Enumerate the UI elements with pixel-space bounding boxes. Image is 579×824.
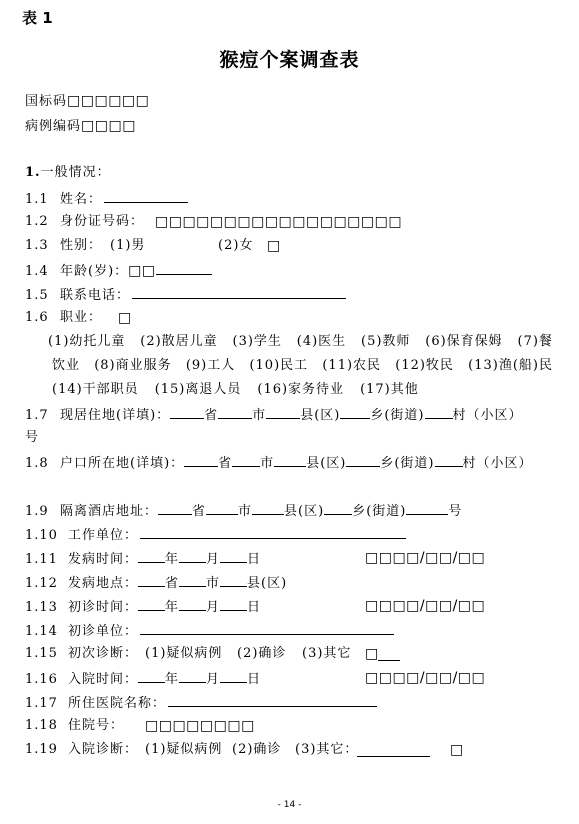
date-unit: 日 [247, 672, 262, 687]
date-code-boxes: □□□□/□□/□□ [365, 670, 486, 686]
field-label: 初诊单位： [68, 624, 139, 639]
item-number: 1.5 [25, 288, 49, 303]
fill-in-line [132, 286, 346, 299]
field-age [25, 262, 212, 278]
field-label: 入院诊断： [68, 742, 139, 757]
field-inpatient-number [25, 718, 285, 734]
field-label: 身份证号码： [60, 214, 145, 229]
section-number: 1. [25, 165, 41, 180]
case-code-label: 病例编码 [25, 119, 82, 134]
item-number: 1.10 [25, 528, 58, 543]
diagnosis-option-suspected: (1)疑似病例 [145, 646, 223, 661]
field-label: 职业： [60, 310, 103, 325]
address-unit-number: 号 [25, 430, 40, 445]
diagnosis-option-other: (3)其它： [295, 742, 359, 757]
address-unit: 市 [238, 504, 253, 519]
field-name [25, 190, 188, 206]
date-unit: 年 [165, 600, 180, 615]
table-label: 表 1 [22, 9, 53, 27]
fill-in-line [168, 694, 377, 707]
field-label: 年龄(岁)： [60, 264, 129, 279]
item-number: 1.13 [25, 600, 58, 615]
occupation-option: (17)其他 [360, 382, 419, 397]
fill-in-line [206, 502, 238, 515]
item-number: 1.4 [25, 264, 49, 279]
fill-in-line [140, 526, 406, 539]
occupation-option: (1)幼托儿童 [48, 334, 126, 349]
fill-in-line [220, 550, 247, 563]
item-number: 1.6 [25, 310, 49, 325]
sex-answer-box: □ [267, 238, 281, 254]
address-unit: 省 [165, 576, 180, 591]
fill-in-line [324, 502, 352, 515]
fill-in-line [435, 454, 463, 467]
case-code-boxes: □□□□ [81, 118, 136, 134]
date-unit: 年 [165, 552, 180, 567]
field-label: 初次诊断： [68, 646, 139, 661]
occupation-option: (6)保育保姆 [425, 334, 503, 349]
sex-option-female: (2)女 [218, 238, 254, 253]
field-label: 现居住地(详填)： [60, 408, 171, 423]
field-registered-address [25, 454, 533, 470]
field-phone [25, 286, 346, 302]
field-current-address [25, 406, 523, 422]
field-first-visit-unit [25, 622, 394, 638]
address-unit: 省 [204, 408, 219, 423]
fill-in-line [357, 744, 430, 757]
item-number: 1.1 [25, 192, 49, 207]
date-unit: 月 [206, 552, 221, 567]
occupation-option: (7)餐 [517, 334, 553, 349]
field-workplace [25, 526, 406, 542]
address-wrap-line [25, 430, 39, 446]
fill-in-line [346, 454, 380, 467]
field-label: 隔离酒店地址： [60, 504, 159, 519]
address-unit: 号 [448, 504, 463, 519]
field-label: 性别： [60, 238, 103, 253]
field-label: 所住医院名称： [68, 696, 167, 711]
occupation-option: (3)学生 [232, 334, 282, 349]
fill-in-line [252, 502, 284, 515]
occupation-option: (2)散居儿童 [140, 334, 218, 349]
field-label: 发病时间： [68, 552, 139, 567]
section-heading [25, 165, 111, 181]
fill-in-line [218, 406, 252, 419]
address-unit: 省 [218, 456, 233, 471]
field-label: 初诊时间： [68, 600, 139, 615]
field-label: 工作单位： [68, 528, 139, 543]
occupation-option: (15)离退人员 [154, 382, 242, 397]
diagnosis-option-confirmed: (2)确诊 [232, 742, 282, 757]
fill-in-line [220, 598, 247, 611]
occupation-option: (5)教师 [361, 334, 411, 349]
item-number: 1.8 [25, 456, 49, 471]
inpatient-number-boxes: □□□□□□□□ [145, 718, 255, 734]
item-number: 1.7 [25, 408, 49, 423]
occupation-options-line-3 [52, 382, 419, 398]
fill-in-line [179, 598, 206, 611]
date-code-boxes: □□□□/□□/□□ [365, 550, 486, 566]
field-label: 联系电话： [60, 288, 131, 303]
field-initial-diagnosis [25, 646, 425, 662]
item-number: 1.2 [25, 214, 49, 229]
field-onset-date [25, 550, 525, 566]
fill-in-line [406, 502, 448, 515]
fill-in-line [220, 670, 247, 683]
fill-in-line [140, 622, 394, 635]
field-label: 入院时间： [68, 672, 139, 687]
occupation-option: (14)干部职员 [52, 382, 139, 397]
case-code-row [25, 118, 136, 134]
date-unit: 日 [247, 600, 262, 615]
date-unit: 日 [247, 552, 262, 567]
field-first-visit-date [25, 598, 525, 614]
section-title: 一般情况： [40, 165, 111, 180]
fill-in-line [378, 648, 400, 661]
occupation-option: (12)牧民 [395, 358, 454, 373]
fill-in-line [232, 454, 260, 467]
diagnosis-option-other: (3)其它 [302, 646, 352, 661]
address-unit: 县(区) [306, 456, 347, 471]
national-code-row [25, 93, 149, 109]
address-unit: 市 [206, 576, 221, 591]
field-sex [25, 238, 325, 254]
occupation-option: (10)民工 [249, 358, 309, 373]
item-number: 1.12 [25, 576, 58, 591]
date-code-boxes: □□□□/□□/□□ [365, 598, 486, 614]
occupation-option: (8)商业服务 [94, 358, 172, 373]
field-hospital-name [25, 694, 377, 710]
field-admission-diagnosis [25, 742, 475, 758]
fill-in-line [179, 550, 206, 563]
fill-in-line [184, 454, 218, 467]
occupation-option: (9)工人 [185, 358, 236, 373]
address-unit: 村（小区） [462, 456, 533, 471]
address-unit: 村（小区） [452, 408, 523, 423]
id-number-boxes: □□□□□□□□□□□□□□□□□□ [155, 214, 403, 230]
item-number: 1.14 [25, 624, 58, 639]
fill-in-line [138, 574, 165, 587]
field-onset-location [25, 574, 287, 590]
occupation-option: (4)医生 [296, 334, 347, 349]
address-unit: 县(区) [247, 576, 288, 591]
item-number: 1.9 [25, 504, 49, 519]
fill-in-line [104, 190, 188, 203]
occupation-option: (13)渔(船)民 [468, 358, 553, 373]
fill-in-line [340, 406, 370, 419]
field-label: 住院号： [68, 718, 125, 733]
address-unit: 乡(街道) [380, 456, 435, 471]
address-unit: 县(区) [284, 504, 325, 519]
fill-in-line [138, 670, 165, 683]
address-unit: 乡(街道) [352, 504, 407, 519]
address-unit: 市 [252, 408, 267, 423]
item-number: 1.19 [25, 742, 58, 757]
address-unit: 市 [260, 456, 275, 471]
item-number: 1.16 [25, 672, 58, 687]
fill-in-line [425, 406, 453, 419]
field-label: 姓名： [60, 192, 103, 207]
date-unit: 年 [165, 672, 180, 687]
occupation-options-line-2 [52, 358, 553, 374]
field-id-number [25, 214, 403, 230]
fill-in-line [138, 598, 165, 611]
fill-in-line [179, 574, 206, 587]
age-boxes: □□ [128, 263, 156, 279]
occupation-option: 饮业 [52, 358, 81, 373]
diagnosis-option-suspected: (1)疑似病例 [145, 742, 223, 757]
field-occupation [25, 310, 145, 326]
item-number: 1.15 [25, 646, 58, 661]
national-code-label: 国标码 [25, 94, 68, 109]
page-number: - 14 - [277, 800, 302, 810]
fill-in-line [156, 262, 212, 275]
field-label: 发病地点： [68, 576, 139, 591]
occupation-answer-box: □ [118, 310, 132, 326]
diagnosis-answer-box: □ [450, 742, 464, 758]
fill-in-line [158, 502, 192, 515]
fill-in-line [170, 406, 204, 419]
address-unit: 县(区) [300, 408, 341, 423]
form-title: 猴痘个案调查表 [219, 49, 360, 71]
diagnosis-option-confirmed: (2)确诊 [237, 646, 287, 661]
occupation-option: (16)家务待业 [257, 382, 345, 397]
address-unit: 省 [192, 504, 207, 519]
date-unit: 月 [206, 600, 221, 615]
occupation-option: (11)农民 [322, 358, 382, 373]
occupation-options-line-1 [48, 334, 553, 350]
fill-in-line [179, 670, 206, 683]
national-code-boxes: □□□□□□ [67, 93, 150, 109]
field-quarantine-hotel-address [25, 502, 462, 518]
diagnosis-answer-box: □ [365, 646, 379, 662]
item-number: 1.17 [25, 696, 58, 711]
address-unit: 乡(街道) [370, 408, 425, 423]
date-unit: 月 [206, 672, 221, 687]
sex-option-male: (1)男 [110, 238, 146, 253]
item-number: 1.11 [25, 552, 58, 567]
field-label: 户口所在地(详填)： [60, 456, 185, 471]
fill-in-line [138, 550, 165, 563]
fill-in-line [220, 574, 247, 587]
fill-in-line [266, 406, 300, 419]
field-admission-date [25, 670, 525, 686]
item-number: 1.3 [25, 238, 49, 253]
fill-in-line [274, 454, 306, 467]
item-number: 1.18 [25, 718, 58, 733]
